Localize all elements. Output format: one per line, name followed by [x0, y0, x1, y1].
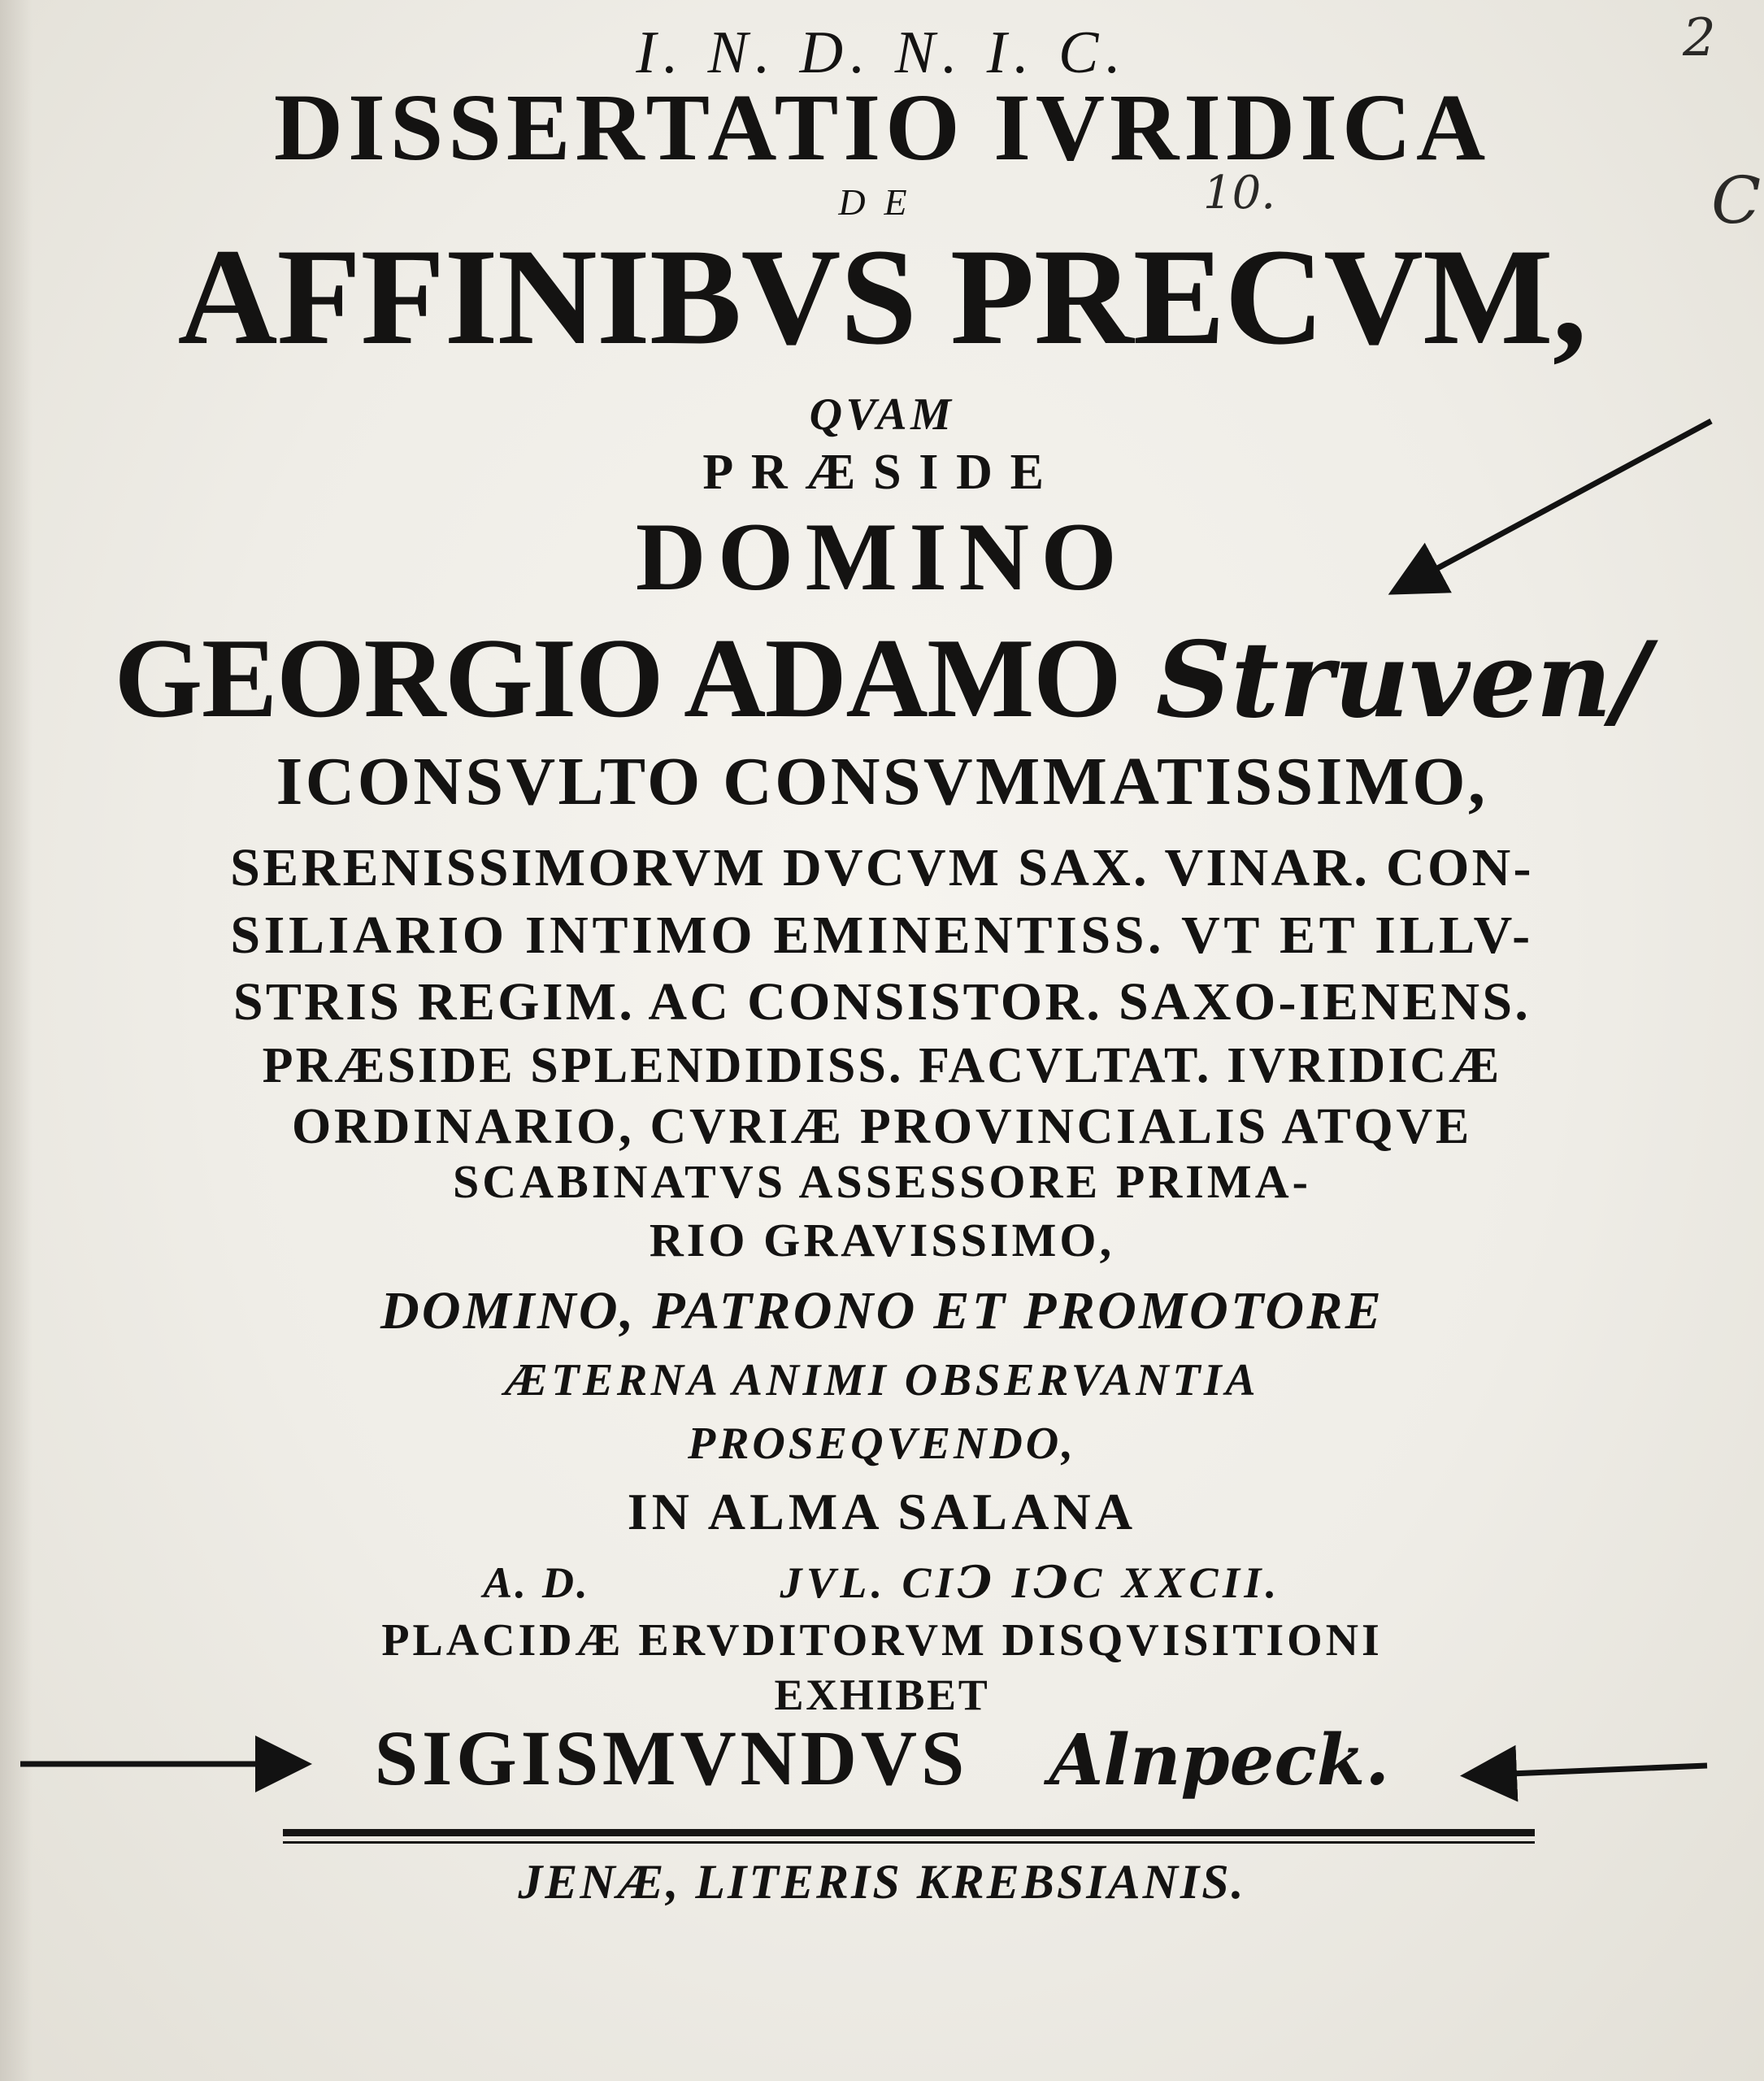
invocation: I. N. D. N. I. C. [636, 20, 1128, 86]
title-de: DE [838, 181, 926, 223]
placidae-line: PLACIDÆ ERVDITORVM DISQVISITIONI [381, 1615, 1383, 1666]
praeside-line: PRÆSIDE [702, 445, 1062, 500]
body-line-7: SCABINATVS ASSESSORE PRIMA- [452, 1155, 1312, 1208]
body-line-4: STRIS REGIM. AC CONSISTOR. SAXO-IENENS. [232, 972, 1532, 1032]
domino-line: DOMINO [635, 502, 1129, 610]
title-main: AFFINIBVS PRECVM, [177, 220, 1587, 373]
place-line: IN ALMA SALANA [627, 1483, 1137, 1540]
date-ad: A. D. [483, 1558, 590, 1607]
manuscript-top-right-note: 2 [1683, 8, 1716, 68]
dedication-line-2: ÆTERNA ANIMI OBSERVANTIA [504, 1355, 1260, 1405]
imprint-line: JENÆ, LITERIS KREBSIANIS. [518, 1855, 1246, 1909]
body-line-3: SILIARIO INTIMO EMINENTISS. VT ET ILLV- [230, 906, 1534, 965]
arrow-right-to-alnpeck [1471, 1766, 1707, 1775]
manuscript-de-note: 10. [1203, 167, 1276, 219]
quam-line: QVAM [809, 389, 955, 440]
respondent-fraktur: Alnpeck. [1049, 1719, 1390, 1801]
body-line-1: ICONSVLTO CONSVMMATISSIMO, [276, 744, 1488, 819]
respondent-roman: SIGISMVNDVS [374, 1714, 969, 1801]
date-rest: JVL. CIↃ IↃC XXCII. [780, 1558, 1281, 1607]
body-line-8: RIO GRAVISSIMO, [649, 1214, 1115, 1266]
body-line-2: SERENISSIMORVM DVCVM SAX. VINAR. CON- [230, 838, 1534, 897]
exhibet-line: EXHIBET [774, 1670, 990, 1719]
title-line-1: DISSERTATIO IVRIDICA [273, 74, 1491, 180]
dedication-line-3: PROSEQVENDO, [687, 1418, 1076, 1469]
arrow-to-struven [1398, 421, 1711, 589]
body-line-6: ORDINARIO, CVRIÆ PROVINCIALIS ATQVE [292, 1099, 1472, 1154]
name-roman: GEORGIO ADAMO [114, 615, 1121, 741]
dedication-line-1: DOMINO, PATRONO ET PROMOTORE [380, 1281, 1384, 1340]
body-line-5: PRÆSIDE SPLENDIDISS. FACVLTAT. IVRIDICÆ [262, 1038, 1502, 1093]
name-fraktur: Struven/ [1155, 619, 1650, 741]
manuscript-margin-note: C [1711, 163, 1762, 238]
